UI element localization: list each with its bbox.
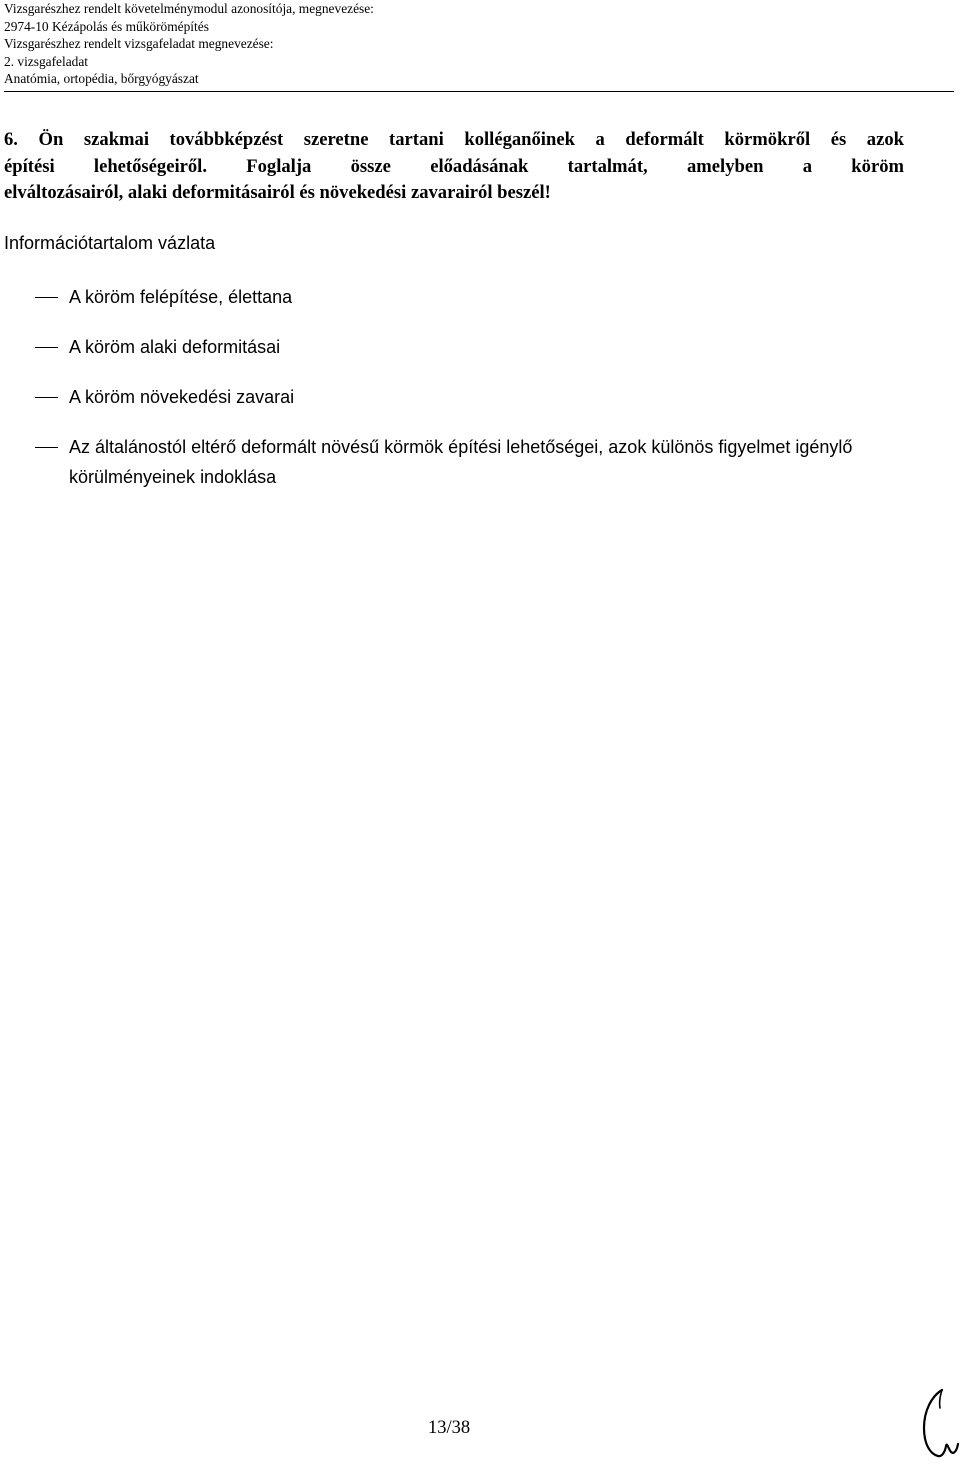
outline-item-text: A köröm felépítése, élettana — [69, 287, 293, 307]
page-number: 13/38 — [428, 1418, 471, 1438]
question-line: 6. Ön szakmai továbbképzést szeretne tartani kolléganőinek a deformált körmökről és azok — [4, 129, 904, 150]
question-text — [4, 127, 904, 207]
header-module-label: Vizsgarészhez rendelt követelménymodul azonosítója, megnevezése: — [4, 1, 374, 16]
outline-item-text: A köröm alaki deformitásai — [69, 337, 281, 357]
header-module-name: 2974-10 Kézápolás és műkörömépítés — [4, 18, 209, 34]
outline-item-text: A köröm növekedési zavarai — [69, 387, 295, 407]
dash-bullet-icon — [35, 447, 58, 448]
running-header — [4, 0, 954, 92]
outline-heading: Információtartalom vázlata — [4, 233, 216, 253]
signature-icon — [916, 1386, 960, 1460]
question-line: építési lehetőségeiről. Foglalja össze előadásának tartalmát, amelyben a köröm — [4, 155, 904, 177]
dash-bullet-icon — [35, 297, 58, 298]
header-task-number: 2. vizsgafeladat — [4, 53, 89, 69]
dash-bullet-icon — [35, 347, 58, 348]
outline-item-text: Az általánostól eltérő deformált növésű körmök építési lehetőségei, azok különös figyelmet igénylő körülményeinek indoklása — [69, 437, 853, 487]
dash-bullet-icon — [35, 397, 58, 398]
question-line: elváltozásairól, alaki deformitásairól és növekedési zavarairól beszél! — [4, 182, 551, 203]
header-task-label: Vizsgarészhez rendelt vizsgafeladat megnevezése: — [4, 36, 274, 51]
header-task-name: Anatómia, ortopédia, bőrgyógyászat — [4, 71, 199, 86]
